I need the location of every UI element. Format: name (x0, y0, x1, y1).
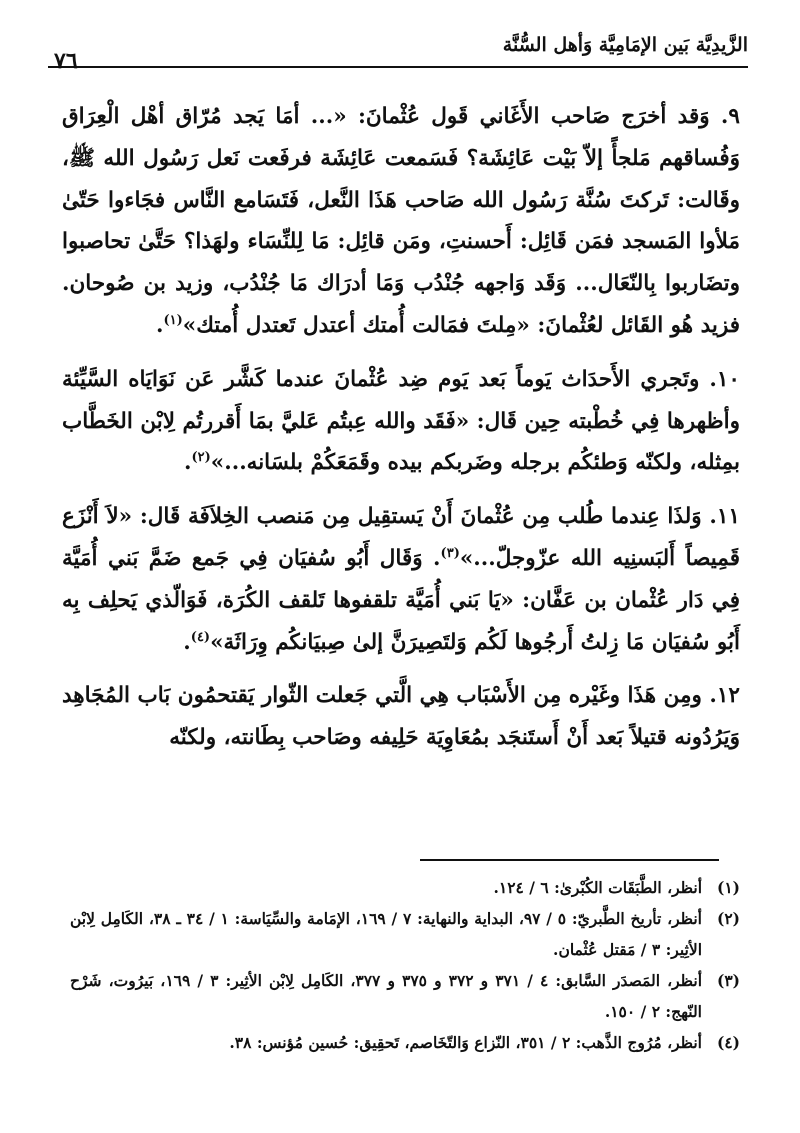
paragraph-number: ٩. (720, 104, 740, 129)
paragraph-tail: . (183, 450, 192, 476)
paragraph-11 (62, 496, 740, 663)
paragraph-number: ١٠. (709, 366, 740, 392)
paragraph-tail: . (155, 312, 164, 338)
footnote-ref[interactable]: (٢) (191, 450, 211, 466)
paragraph-text: ومِن هَذَا وغَيْره مِن الأَسْبَاب هِي الَّتي جَعلت الثّوار يَقتحمُون بَاب المُجَاهِد وَيَرُدُونه قتيلاً بَعد أَنْ أَستَنجَد بمُعَاوِيَة حَلِيفه وصَاحب بِطَانته، ولكنّه (62, 683, 740, 751)
footnote-1 (70, 872, 740, 903)
paragraph-text: وَقد أخرَج صَاحب الأَغَاني قَول عُثْمانَ: «... أمَا يَجد مُرّاق أهْل الْعِرَاق وَفُساقهم مَلجأً إلاّ بَيْت عَائِشَة؟ فَسَمعت عَائِشَة فرفَعت نَعل رَسُول الله ﷺ، وقَالت: تَركتَ سُنَّة رَسُول الله صَاحب هَذَا النَّعل، فَتَسَامع النَّاس فجَاءوا حَتّىٰ مَلأوا المَسجد فمَن قَائِل: أَحسنتِ، ومَن قائِل: مَا لِلنِّسَاء ولهَذا؟ حَتَّىٰ تحاصبوا وتضَاربوا بِالنّعَال... وَقَد وَاجهه جُنْدُب وَمَا أدرَاك مَا جُنْدُب، وزيد بن صُوحان. فزيد هُو القَائل لعُثْمانَ: «مِلتَ فمَالت أُمتك أعتدل تَعتدل أُمتك» (62, 104, 740, 338)
footnote-3 (70, 965, 740, 1027)
footnote-number: (٣) (716, 971, 740, 990)
footnote-ref[interactable]: (٣) (440, 545, 460, 561)
footnote-text: أنظر، تأريخ الطَّبريّ: ٥ / ٩٧، البداية والنهاية: ٧ / ١٦٩، الإمَامة والسِّيَاسة: ١ / ٣٤ ـ ٣٨، الكَامِل لِابْن الأثِير: ٣ / مَقتل عُثْمان. (70, 909, 702, 959)
page-header (48, 14, 748, 74)
footnotes (70, 872, 740, 1058)
footnote-text: أنظر، مُرُوج الذَّهب: ٢ / ٣٥١، النّزاع وَالتّخَاصم، تَحقِيق: حُسين مُؤنس: ٣٨. (229, 1033, 702, 1052)
paragraph-number: ١١. (709, 504, 740, 530)
main-text (62, 96, 740, 771)
paragraph-text: وتَجري الأَحدَاث يَوماً بَعد يَوم ضِد عُثْمانَ عندما كَشَّر عَن نَوَايَاه السَّيِّئة وأظهرها فِي خُطْبته حِين قَال: «فَقَد والله عِبتُم عَليَّ بمَا أَقررتُم لِابْن الخَطَّاب بمِثله، ولكنّه وَطئكُم برجله وضَربكم بيده وقَمَعَكُمْ بلسَانه...» (62, 366, 740, 476)
paragraph-text: وَلذَا عِندما طُلب مِن عُثْمانَ أَنْ يَستقِيل مِن مَنصب الخِلاَفَة قَال: «لاَ أَنْزَع قَمِيصاً أَلبَسنِيه الله عزّوجلّ...» (62, 504, 740, 571)
paragraph-9 (62, 96, 740, 347)
footnote-number: (٤) (716, 1033, 740, 1052)
footnote-4 (70, 1027, 740, 1058)
paragraph-12 (62, 675, 740, 759)
footnote-text: أنظر، المَصدَر السَّابق: ٤ / ٣٧١ و ٣٧٢ و ٣٧٥ و ٣٧٧، الكَامِل لِابْن الأثِير: ٣ / ١٦٩، بَيرُوت، شَرْح النّهج: ٢ / ١٥٠. (70, 971, 703, 1021)
paragraph-10 (62, 359, 740, 484)
footnote-ref[interactable]: (٤) (190, 629, 211, 645)
paragraph-text-continued: . وَقَال أَبُو سُفيَان فِي جَمع ضَمَّ بَني أُمَيَّة فِي دَار عُثْمان بن عَفَّان: «يَا بَني أُمَيَّة تلقفوها تَلقف الكُرَة، فَوَالّذي يَحلِف بِه أَبُو سُفيَان مَا زِلتُ أَرجُوها لَكُم وَلتَصِيرَنَّ إلىٰ صِبيَانكُم وِرَاثَة» (62, 545, 740, 655)
footnote-2 (70, 903, 740, 965)
footnote-number: (٢) (716, 909, 740, 928)
footnote-number: (١) (716, 878, 740, 897)
footnote-divider (420, 859, 719, 861)
paragraph-tail: . (183, 629, 191, 655)
footnote-text: أنظر، الطَّبَقَات الكُبْرىٰ: ٦ / ١٢٤. (493, 878, 702, 897)
running-title: الزَّيدِيَّة بَين الإمَامِيَّة وَأهل السُّنَّة (502, 34, 748, 56)
footnote-ref[interactable]: (١) (163, 312, 183, 328)
page-number: ٧٦ (54, 48, 78, 74)
paragraph-number: ١٢. (709, 683, 740, 709)
